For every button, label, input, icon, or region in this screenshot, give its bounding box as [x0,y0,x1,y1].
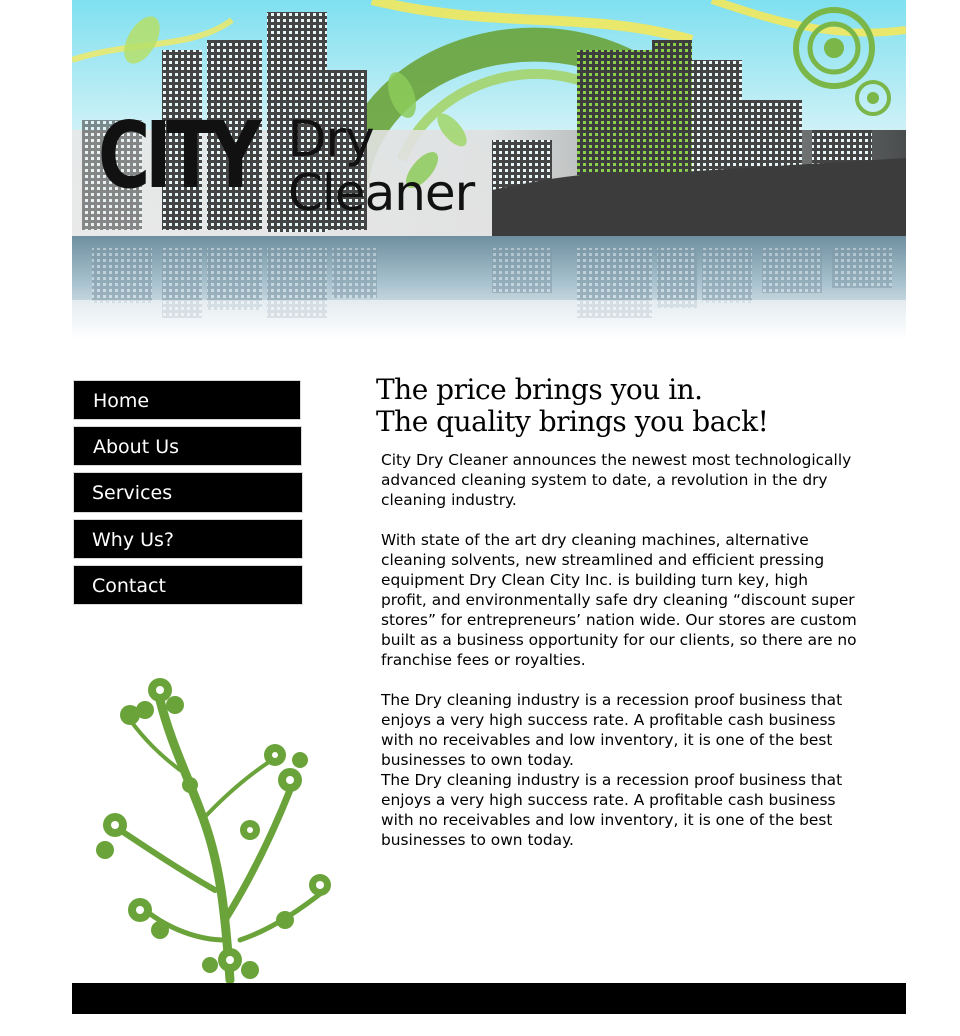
headline-line-2: The quality brings you back! [376,405,769,438]
paragraph-intro: City Dry Cleaner announces the newest most technologically advanced cleaning system to date, a revolution in the dry cleaning industry. [381,451,852,509]
headline-line-1: The price brings you in. [376,373,703,406]
nav-item-about-us[interactable]: About Us [73,426,302,466]
footer-bar [72,983,906,1014]
paragraph-machines: With state of the art dry cleaning machines, alternative cleaning solvents, new streamlined and efficient pressing equipment Dry Clean City Inc. is building turn key, high profit, and environmentally safe dry cleaning “discount super stores” for entrepreneurs’ nation wide. Our stores are custom built as a business opportunity for our clients, so there are no franchise fees or royalties. [381,531,857,669]
main-body-text [381,450,857,850]
logo-cleaner-text: Cleaner [288,164,475,222]
paragraph-industry-repeat: The Dry cleaning industry is a recession proof business that enjoys a very high success rate. A profitable cash business with no receivables and low inventory, it is one of the best businesses to own today. [381,771,843,849]
main-navigation [73,380,305,611]
nav-item-contact[interactable]: Contact [73,565,303,605]
paragraph-industry: The Dry cleaning industry is a recession proof business that enjoys a very high success rate. A profitable cash business with no receivables and low inventory, it is one of the best businesses to own today. [381,691,843,769]
blossom-branch-illustration [90,660,340,985]
nav-item-why-us[interactable]: Why Us? [73,519,303,559]
page-headline [376,374,768,438]
logo-city-text: CITY [98,102,257,209]
nav-item-home[interactable]: Home [73,380,301,420]
logo-dry-text: Dry [288,110,374,168]
nav-item-services[interactable]: Services [73,472,303,513]
